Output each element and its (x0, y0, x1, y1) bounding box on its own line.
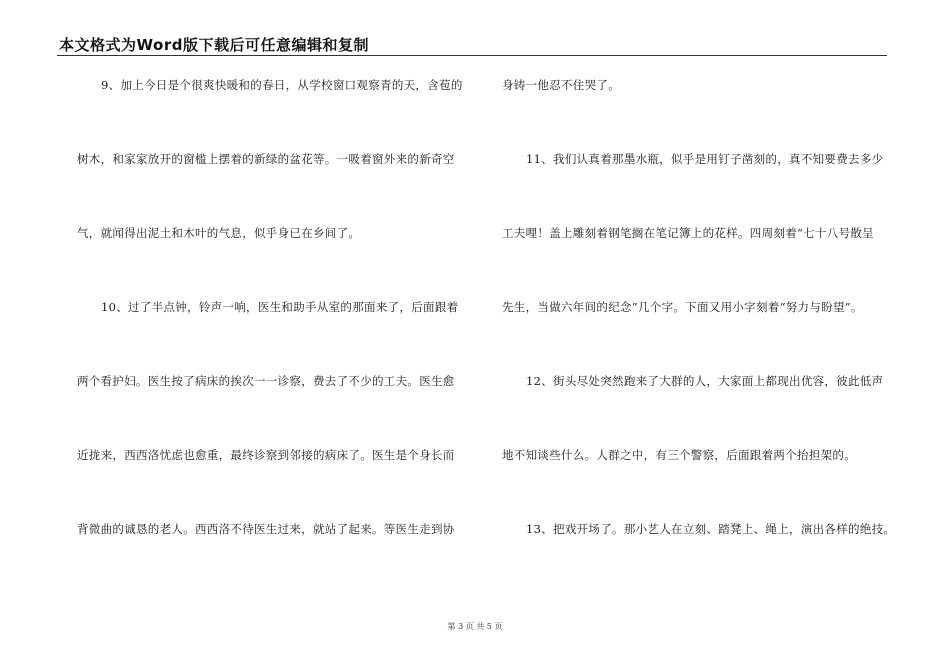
paragraph-line: 先生，当做六年间的纪念”几个字。下面又用小字刻着“努力与盼望”。 (502, 300, 863, 314)
paragraph-line: 地不知谈些什么。人群之中，有三个警察，后面跟着两个抬担架的。 (502, 448, 856, 462)
right-text-column (502, 77, 896, 595)
paragraph-line: 12、街头尽处突然跑来了大群的人，大家面上都现出优容，彼此低声 (526, 374, 884, 388)
paragraph-line: 气，就闻得出泥土和木叶的气息，似乎身已在乡间了。 (77, 226, 361, 240)
paragraph-line: 背微曲的诚恳的老人。西西洛不待医生过来，就站了起来。等医生走到协 (77, 522, 455, 536)
paragraph-line: 9、加上今日是个很爽快暖和的春日，从学校窗口观察青的天，含苞的 (101, 78, 463, 92)
paragraph-line: 近拢来，西西洛忧虑也愈重，最终诊察到邻接的病床了。医生是个身长而 (77, 448, 455, 462)
paragraph-line: 两个看护妇。医生按了病床的挨次一一诊察，费去了不少的工夫。医生愈 (77, 374, 455, 388)
paragraph-line: 11、我们认真着那墨水瓶，似乎是用钉子凿刻的，真不知要费去多少 (526, 152, 884, 166)
header-divider (57, 55, 887, 56)
paragraph-line: 13、把戏开场了。那小艺人在立刻、踏凳上、绳上，演出各样的绝技。 (526, 522, 896, 536)
paragraph-line: 10、过了半点钟，铃声一响，医生和助手从室的那面来了，后面跟着 (101, 300, 459, 314)
paragraph-line: 树木，和家家放开的窗槛上摆着的新绿的盆花等。一吸着窗外来的新奇空 (77, 152, 455, 166)
left-text-column (77, 77, 465, 595)
document-header-title: 本文格式为Word版下载后可任意编辑和复制 (59, 36, 369, 54)
paragraph-line: 工夫哩！盖上雕刻着钢笔搁在笔记簿上的花样。四周刻着“七十八号散呈 (502, 226, 874, 240)
page-number: 第 3 页 共 5 页 (447, 622, 503, 631)
paragraph-line: 身铸一他忍不住哭了。 (502, 78, 620, 92)
